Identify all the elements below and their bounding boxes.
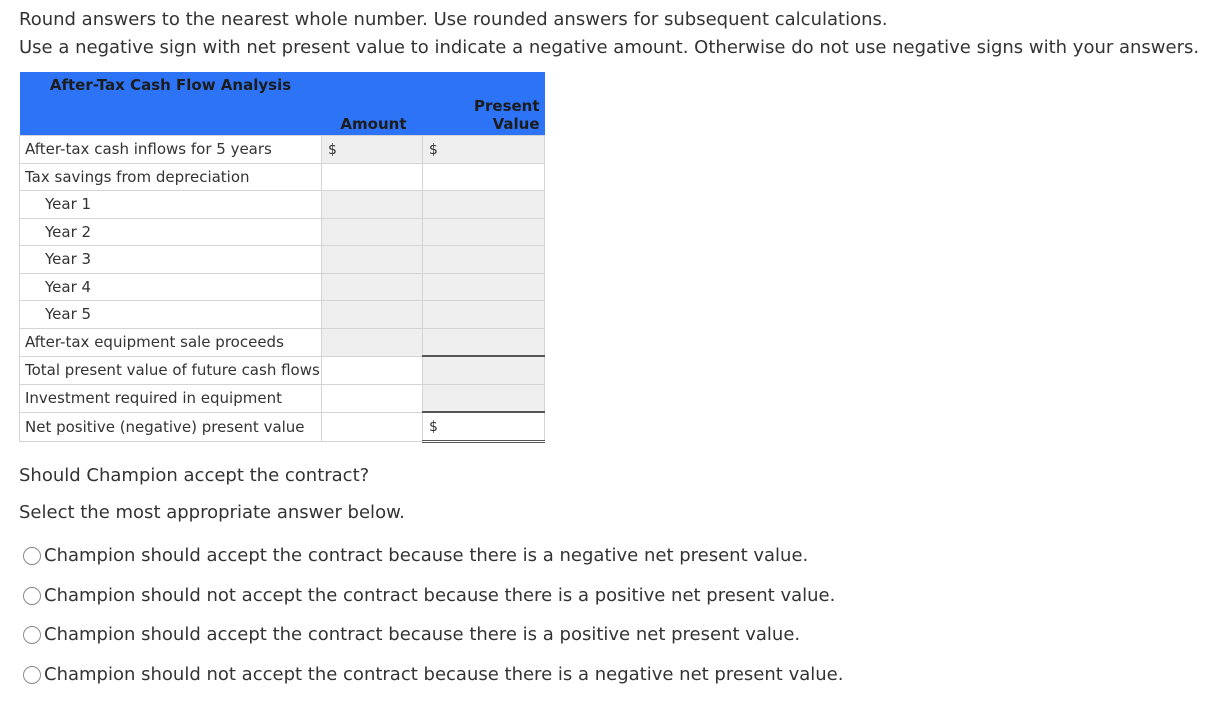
answer-option[interactable]	[23, 664, 843, 703]
table-row	[20, 246, 545, 274]
currency-symbol: $	[423, 419, 438, 435]
table-row	[20, 273, 545, 301]
table-row	[20, 328, 545, 356]
row-label: Year 5	[20, 301, 322, 329]
question-prompt: Should Champion accept the contract?	[19, 465, 369, 486]
pv-input-year-2[interactable]	[423, 218, 545, 246]
amount-input-year-4[interactable]	[322, 273, 423, 301]
table-row	[20, 136, 545, 164]
instruction-negative-sign: Use a negative sign with net present value to indicate a negative amount. Otherwise do not use negative signs with your answers.	[19, 37, 1199, 59]
answer-option[interactable]	[23, 585, 843, 625]
pv-input-year-3[interactable]	[423, 246, 545, 274]
radio-button[interactable]	[23, 587, 41, 605]
answer-option-label: Champion should accept the contract because there is a negative net present value.	[44, 545, 808, 566]
row-label: After-tax cash inflows for 5 years	[20, 136, 322, 164]
row-label: Tax savings from depreciation	[20, 163, 322, 191]
empty-cell	[322, 412, 423, 441]
header-present-value: Present Value	[423, 97, 545, 136]
pv-input-year-4[interactable]	[423, 273, 545, 301]
currency-symbol: $	[423, 142, 438, 158]
pv-input-cash-inflows[interactable]	[423, 136, 545, 164]
answer-option-label: Champion should not accept the contract because there is a negative net present value.	[44, 664, 843, 685]
pv-input-year-5[interactable]	[423, 301, 545, 329]
row-label: Year 4	[20, 273, 322, 301]
row-label: Year 1	[20, 191, 322, 219]
empty-cell	[322, 356, 423, 384]
instruction-rounding: Round answers to the nearest whole number. Use rounded answers for subsequent calculations.	[19, 9, 888, 31]
pv-input-sale-proceeds[interactable]	[423, 328, 545, 356]
cash-flow-table	[19, 72, 545, 443]
amount-input-year-5[interactable]	[322, 301, 423, 329]
amount-input-year-3[interactable]	[322, 246, 423, 274]
table-row	[20, 384, 545, 412]
table-title: After-Tax Cash Flow Analysis	[20, 72, 545, 97]
amount-input-year-2[interactable]	[322, 218, 423, 246]
pv-input-total-future-cash-flows[interactable]	[423, 356, 545, 384]
row-label: Net positive (negative) present value	[20, 412, 322, 441]
currency-symbol: $	[322, 142, 337, 158]
amount-input-sale-proceeds[interactable]	[322, 328, 423, 356]
answer-option-label: Champion should accept the contract because there is a positive net present value.	[44, 624, 800, 645]
header-label-col	[20, 97, 322, 136]
answer-option[interactable]	[23, 624, 843, 664]
radio-button[interactable]	[23, 666, 41, 684]
table-row	[20, 191, 545, 219]
table-row	[20, 412, 545, 441]
amount-input-year-1[interactable]	[322, 191, 423, 219]
empty-cell	[322, 384, 423, 412]
row-label: Investment required in equipment	[20, 384, 322, 412]
table-row	[20, 301, 545, 329]
header-amount: Amount	[322, 97, 423, 136]
row-label: Year 2	[20, 218, 322, 246]
row-label: Year 3	[20, 246, 322, 274]
table-row	[20, 356, 545, 384]
table-row	[20, 163, 545, 191]
radio-button[interactable]	[23, 547, 41, 565]
answer-option-label: Champion should not accept the contract because there is a positive net present value.	[44, 585, 835, 606]
answer-options	[23, 545, 843, 703]
pv-input-investment-required[interactable]	[423, 384, 545, 412]
radio-button[interactable]	[23, 626, 41, 644]
amount-input-cash-inflows[interactable]	[322, 136, 423, 164]
pv-input-net-present-value[interactable]	[423, 412, 545, 441]
empty-cell	[423, 163, 545, 191]
question-instruction: Select the most appropriate answer below.	[19, 502, 405, 523]
pv-input-year-1[interactable]	[423, 191, 545, 219]
table-row	[20, 218, 545, 246]
row-label: Total present value of future cash flows	[20, 356, 322, 384]
answer-option[interactable]	[23, 545, 843, 585]
empty-cell	[322, 163, 423, 191]
row-label: After-tax equipment sale proceeds	[20, 328, 322, 356]
